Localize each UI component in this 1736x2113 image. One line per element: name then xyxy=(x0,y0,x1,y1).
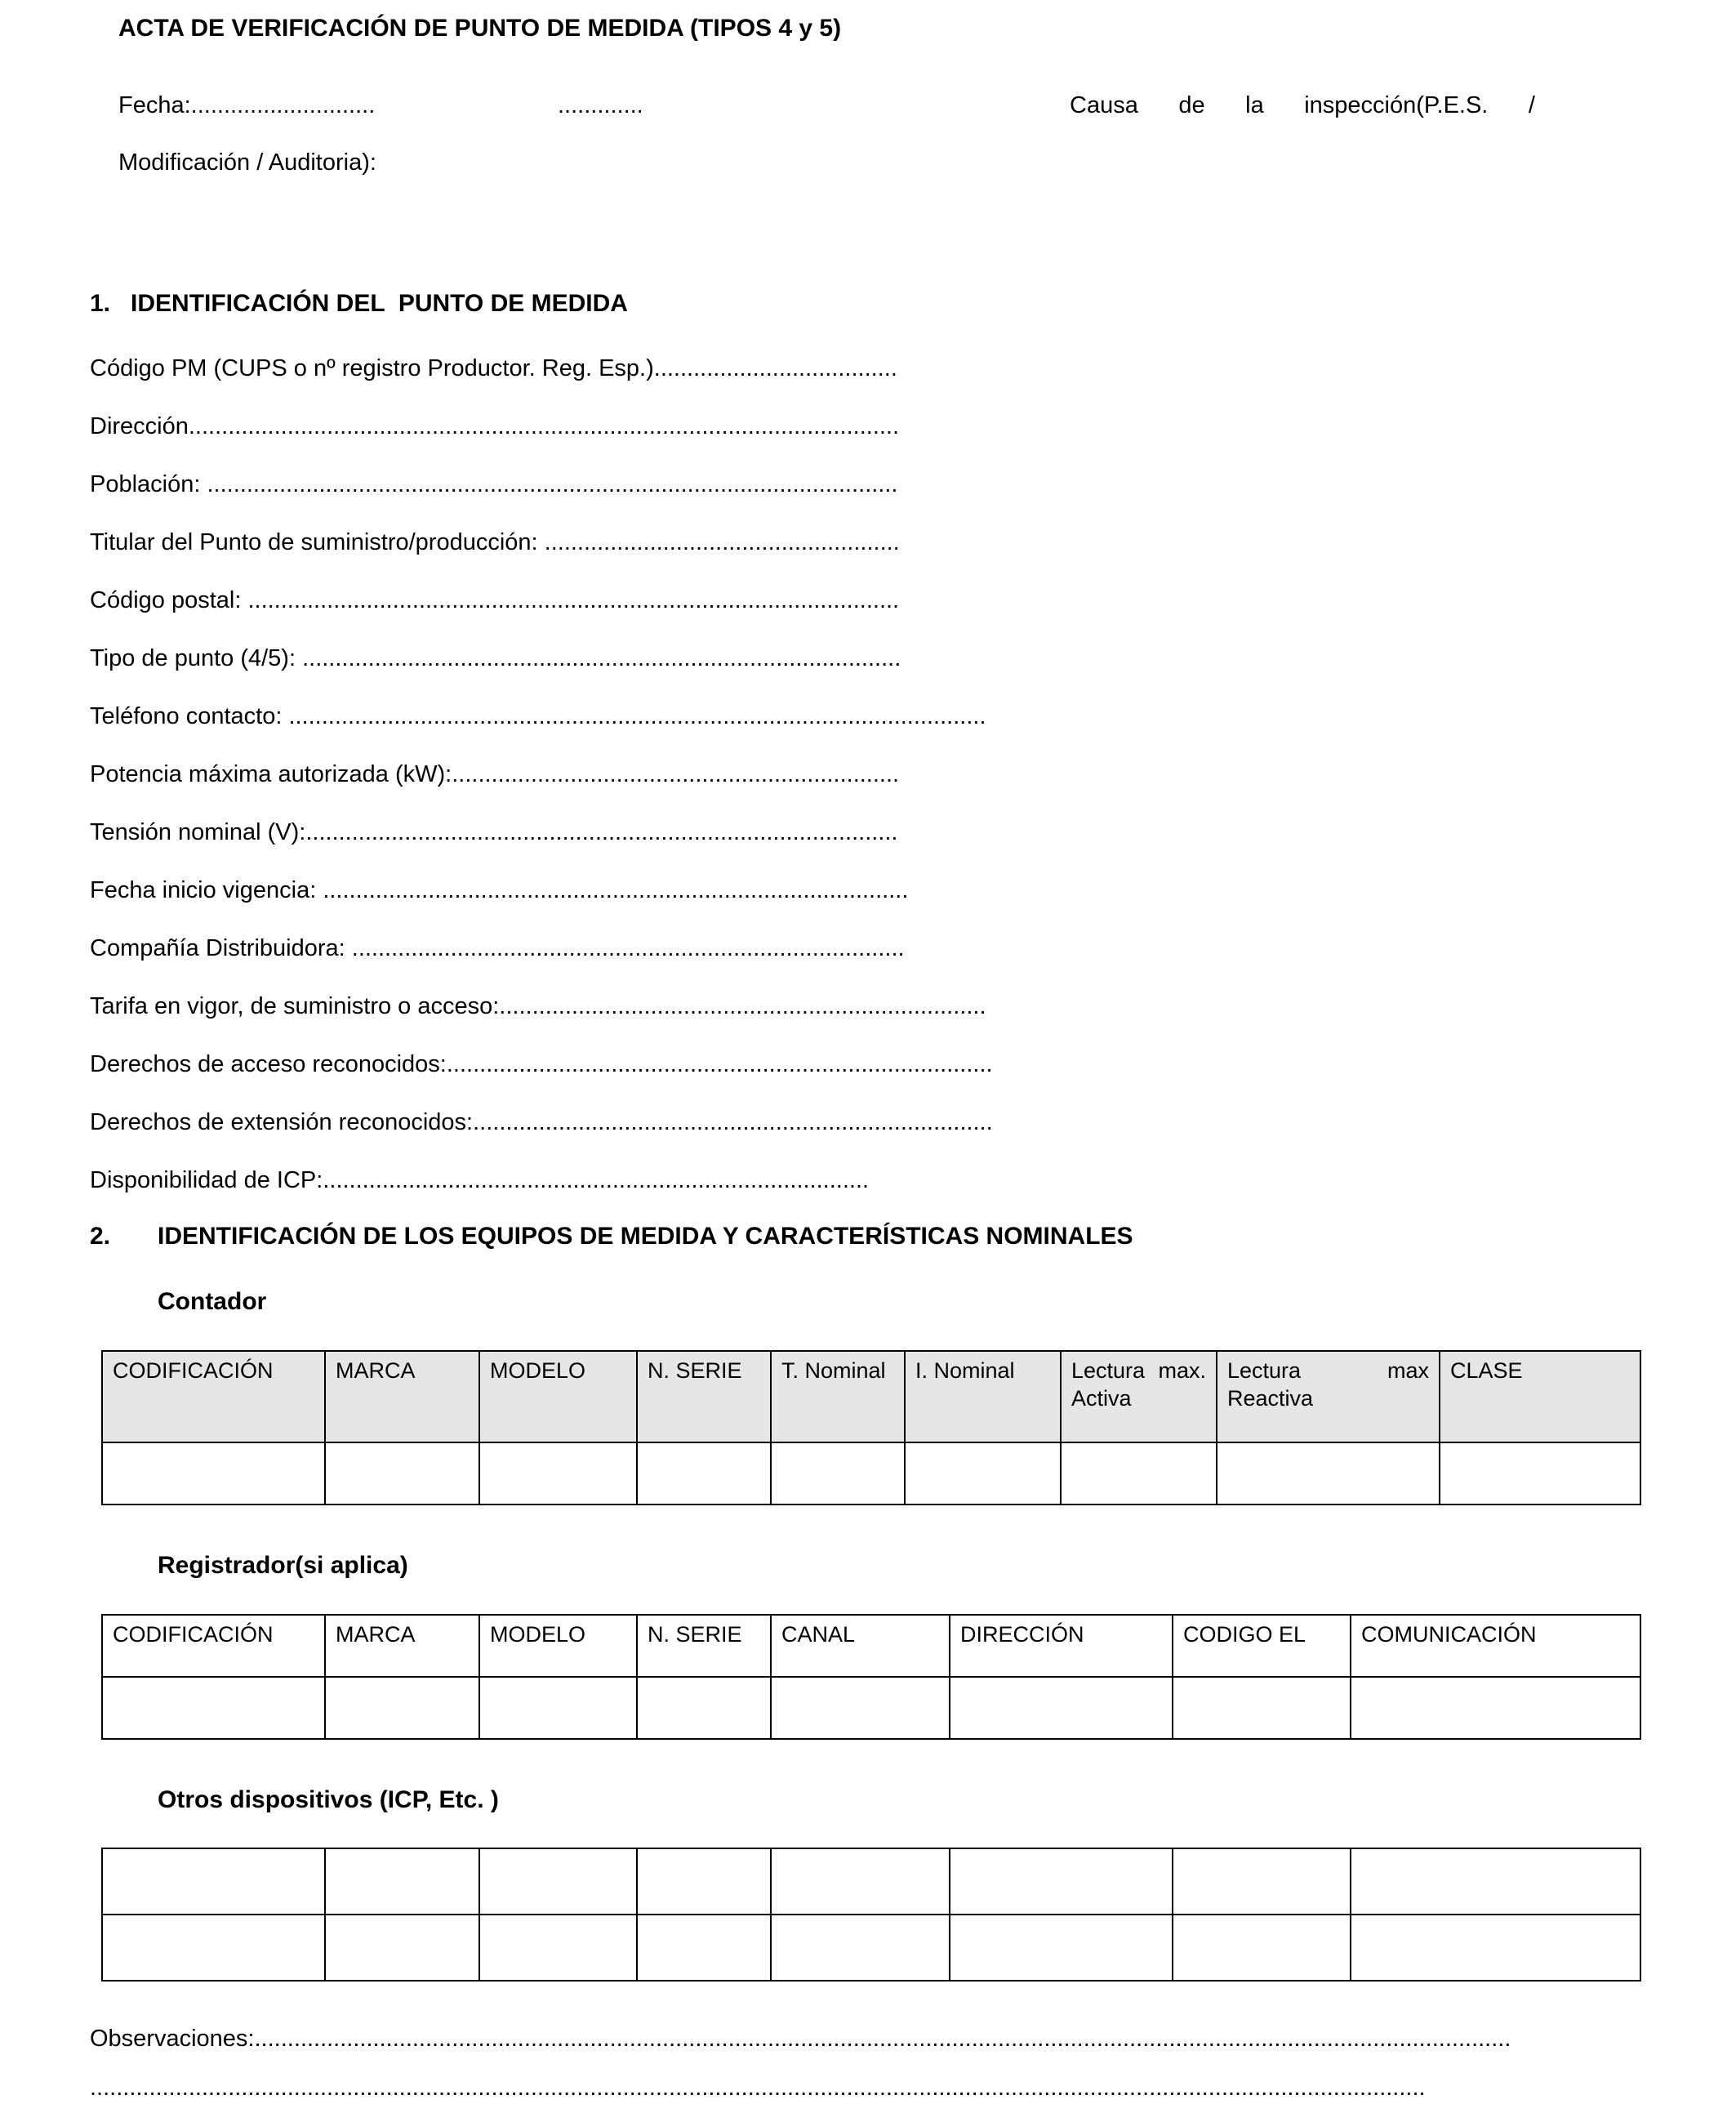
field-telefono: Teléfono contacto: .......................................................................................................... xyxy=(90,703,986,729)
header-cell: CLASE xyxy=(1440,1351,1640,1442)
table-cell[interactable] xyxy=(905,1442,1061,1505)
header-cell: DIRECCIÓN xyxy=(950,1615,1173,1677)
field-tarifa: Tarifa en vigor, de suministro o acceso:.......................................................................... xyxy=(90,993,986,1019)
header-word: Activa xyxy=(1071,1386,1132,1411)
causa-word: de xyxy=(1178,92,1205,118)
table-cell[interactable] xyxy=(325,1915,479,1981)
otros-dispositivos-table xyxy=(101,1848,1641,1981)
table-row xyxy=(102,1848,1640,1915)
table-cell[interactable] xyxy=(1351,1848,1640,1915)
section-2-heading: IDENTIFICACIÓN DE LOS EQUIPOS DE MEDIDA Y CARACTERÍSTICAS NOMINALES xyxy=(158,1223,1133,1250)
table-cell[interactable] xyxy=(637,1848,771,1915)
document-title: ACTA DE VERIFICACIÓN DE PUNTO DE MEDIDA (TIPOS 4 y 5) xyxy=(118,15,842,42)
registrador-table xyxy=(101,1614,1641,1740)
table-row xyxy=(102,1442,1640,1505)
field-poblacion: Población: ......................................................................................................... xyxy=(90,471,898,497)
table-header-row xyxy=(102,1615,1640,1677)
observaciones-line-2: ........................................................................................................................................................................................................... xyxy=(90,2075,1426,2101)
header-word: Reactiva xyxy=(1227,1386,1314,1411)
header-cell: MARCA xyxy=(325,1615,479,1677)
table-cell[interactable] xyxy=(325,1848,479,1915)
table-cell[interactable] xyxy=(479,1442,637,1505)
header-word: Lectura xyxy=(1227,1358,1302,1383)
field-compania-distribuidora: Compañía Distribuidora: .................................................................................... xyxy=(90,935,905,961)
fecha-dots-secondary: ............. xyxy=(558,92,643,118)
table-cell[interactable] xyxy=(102,1677,325,1739)
header-word: max xyxy=(1387,1358,1429,1383)
table-cell[interactable] xyxy=(771,1677,950,1739)
header-cell: CANAL xyxy=(771,1615,950,1677)
header-cell: T. Nominal xyxy=(771,1351,905,1442)
table-cell[interactable] xyxy=(1173,1915,1351,1981)
registrador-title: Registrador(si aplica) xyxy=(158,1552,408,1579)
header-cell: CODIGO EL xyxy=(1173,1615,1351,1677)
header-cell: MARCA xyxy=(325,1351,479,1442)
table-cell[interactable] xyxy=(479,1848,637,1915)
header-word: Lectura xyxy=(1071,1358,1146,1383)
table-cell[interactable] xyxy=(102,1848,325,1915)
fecha-label-text: Fecha: xyxy=(118,92,191,118)
table-cell[interactable] xyxy=(325,1677,479,1739)
table-cell[interactable] xyxy=(102,1442,325,1505)
table-cell[interactable] xyxy=(102,1915,325,1981)
field-tension-nominal: Tensión nominal (V):.......................................................................................... xyxy=(90,819,898,845)
table-cell[interactable] xyxy=(1061,1442,1217,1505)
field-disponibilidad-icp: Disponibilidad de ICP:................................................................................... xyxy=(90,1167,870,1193)
table-cell[interactable] xyxy=(950,1915,1173,1981)
section-2-number: 2. xyxy=(90,1223,111,1250)
field-fecha-inicio: Fecha inicio vigencia: ......................................................................................... xyxy=(90,877,909,903)
header-cell-lectura-reactiva xyxy=(1217,1351,1440,1442)
field-tipo-punto: Tipo de punto (4/5): ........................................................................................... xyxy=(90,645,901,671)
causa-word: Causa xyxy=(1070,92,1138,118)
fecha-label xyxy=(118,92,375,119)
table-cell[interactable] xyxy=(950,1848,1173,1915)
field-direccion: Dirección............................................................................................................ xyxy=(90,413,900,439)
table-row xyxy=(102,1677,1640,1739)
table-cell[interactable] xyxy=(1351,1677,1640,1739)
table-cell[interactable] xyxy=(637,1915,771,1981)
table-cell[interactable] xyxy=(771,1848,950,1915)
field-codigo-pm: Código PM (CUPS o nº registro Productor. Reg. Esp.)..................................... xyxy=(90,355,897,381)
causa-inspeccion-line-2: Modificación / Auditoria): xyxy=(118,149,376,176)
otros-dispositivos-title: Otros dispositivos (ICP, Etc. ) xyxy=(158,1786,499,1813)
field-codigo-postal: Código postal: ................................................................................................... xyxy=(90,587,900,613)
table-cell[interactable] xyxy=(1440,1442,1640,1505)
table-cell[interactable] xyxy=(479,1677,637,1739)
table-cell[interactable] xyxy=(771,1915,950,1981)
header-word: max. xyxy=(1158,1358,1206,1383)
causa-word: / xyxy=(1528,92,1535,118)
causa-word: la xyxy=(1245,92,1264,118)
field-derechos-acceso: Derechos de acceso reconocidos:................................................................................... xyxy=(90,1051,993,1077)
observaciones-line-1 xyxy=(90,2026,1527,2053)
header-cell: I. Nominal xyxy=(905,1351,1061,1442)
contador-title: Contador xyxy=(158,1288,267,1315)
table-cell[interactable] xyxy=(325,1442,479,1505)
section-1-heading: 1. IDENTIFICACIÓN DEL PUNTO DE MEDIDA xyxy=(90,290,628,317)
table-row xyxy=(102,1915,1640,1981)
table-cell[interactable] xyxy=(1351,1915,1640,1981)
table-cell[interactable] xyxy=(1217,1442,1440,1505)
header-cell: CODIFICACIÓN xyxy=(102,1615,325,1677)
table-header-row xyxy=(102,1351,1640,1442)
table-cell[interactable] xyxy=(1173,1848,1351,1915)
header-cell: COMUNICACIÓN xyxy=(1351,1615,1640,1677)
causa-inspeccion-line xyxy=(1070,92,1535,119)
table-cell[interactable] xyxy=(1173,1677,1351,1739)
header-cell: N. SERIE xyxy=(637,1351,771,1442)
header-cell: CODIFICACIÓN xyxy=(102,1351,325,1442)
field-titular: Titular del Punto de suministro/producción: ...................................................... xyxy=(90,529,900,555)
table-cell[interactable] xyxy=(637,1442,771,1505)
table-cell[interactable] xyxy=(950,1677,1173,1739)
causa-word: inspección(P.E.S. xyxy=(1304,92,1489,118)
field-potencia-maxima: Potencia máxima autorizada (kW):.................................................................... xyxy=(90,761,900,787)
header-cell: MODELO xyxy=(479,1351,637,1442)
observaciones-label: Observaciones: xyxy=(90,2026,255,2052)
table-cell[interactable] xyxy=(479,1915,637,1981)
contador-table xyxy=(101,1350,1641,1505)
header-cell: MODELO xyxy=(479,1615,637,1677)
header-cell: N. SERIE xyxy=(637,1615,771,1677)
field-derechos-extension: Derechos de extensión reconocidos:............................................................................... xyxy=(90,1109,993,1135)
table-cell[interactable] xyxy=(771,1442,905,1505)
table-cell[interactable] xyxy=(637,1677,771,1739)
fecha-dots: ............................ xyxy=(190,92,376,118)
observaciones-dots: ............................................................................................................................................................................................... xyxy=(254,2026,1511,2052)
header-cell-lectura-activa xyxy=(1061,1351,1217,1442)
